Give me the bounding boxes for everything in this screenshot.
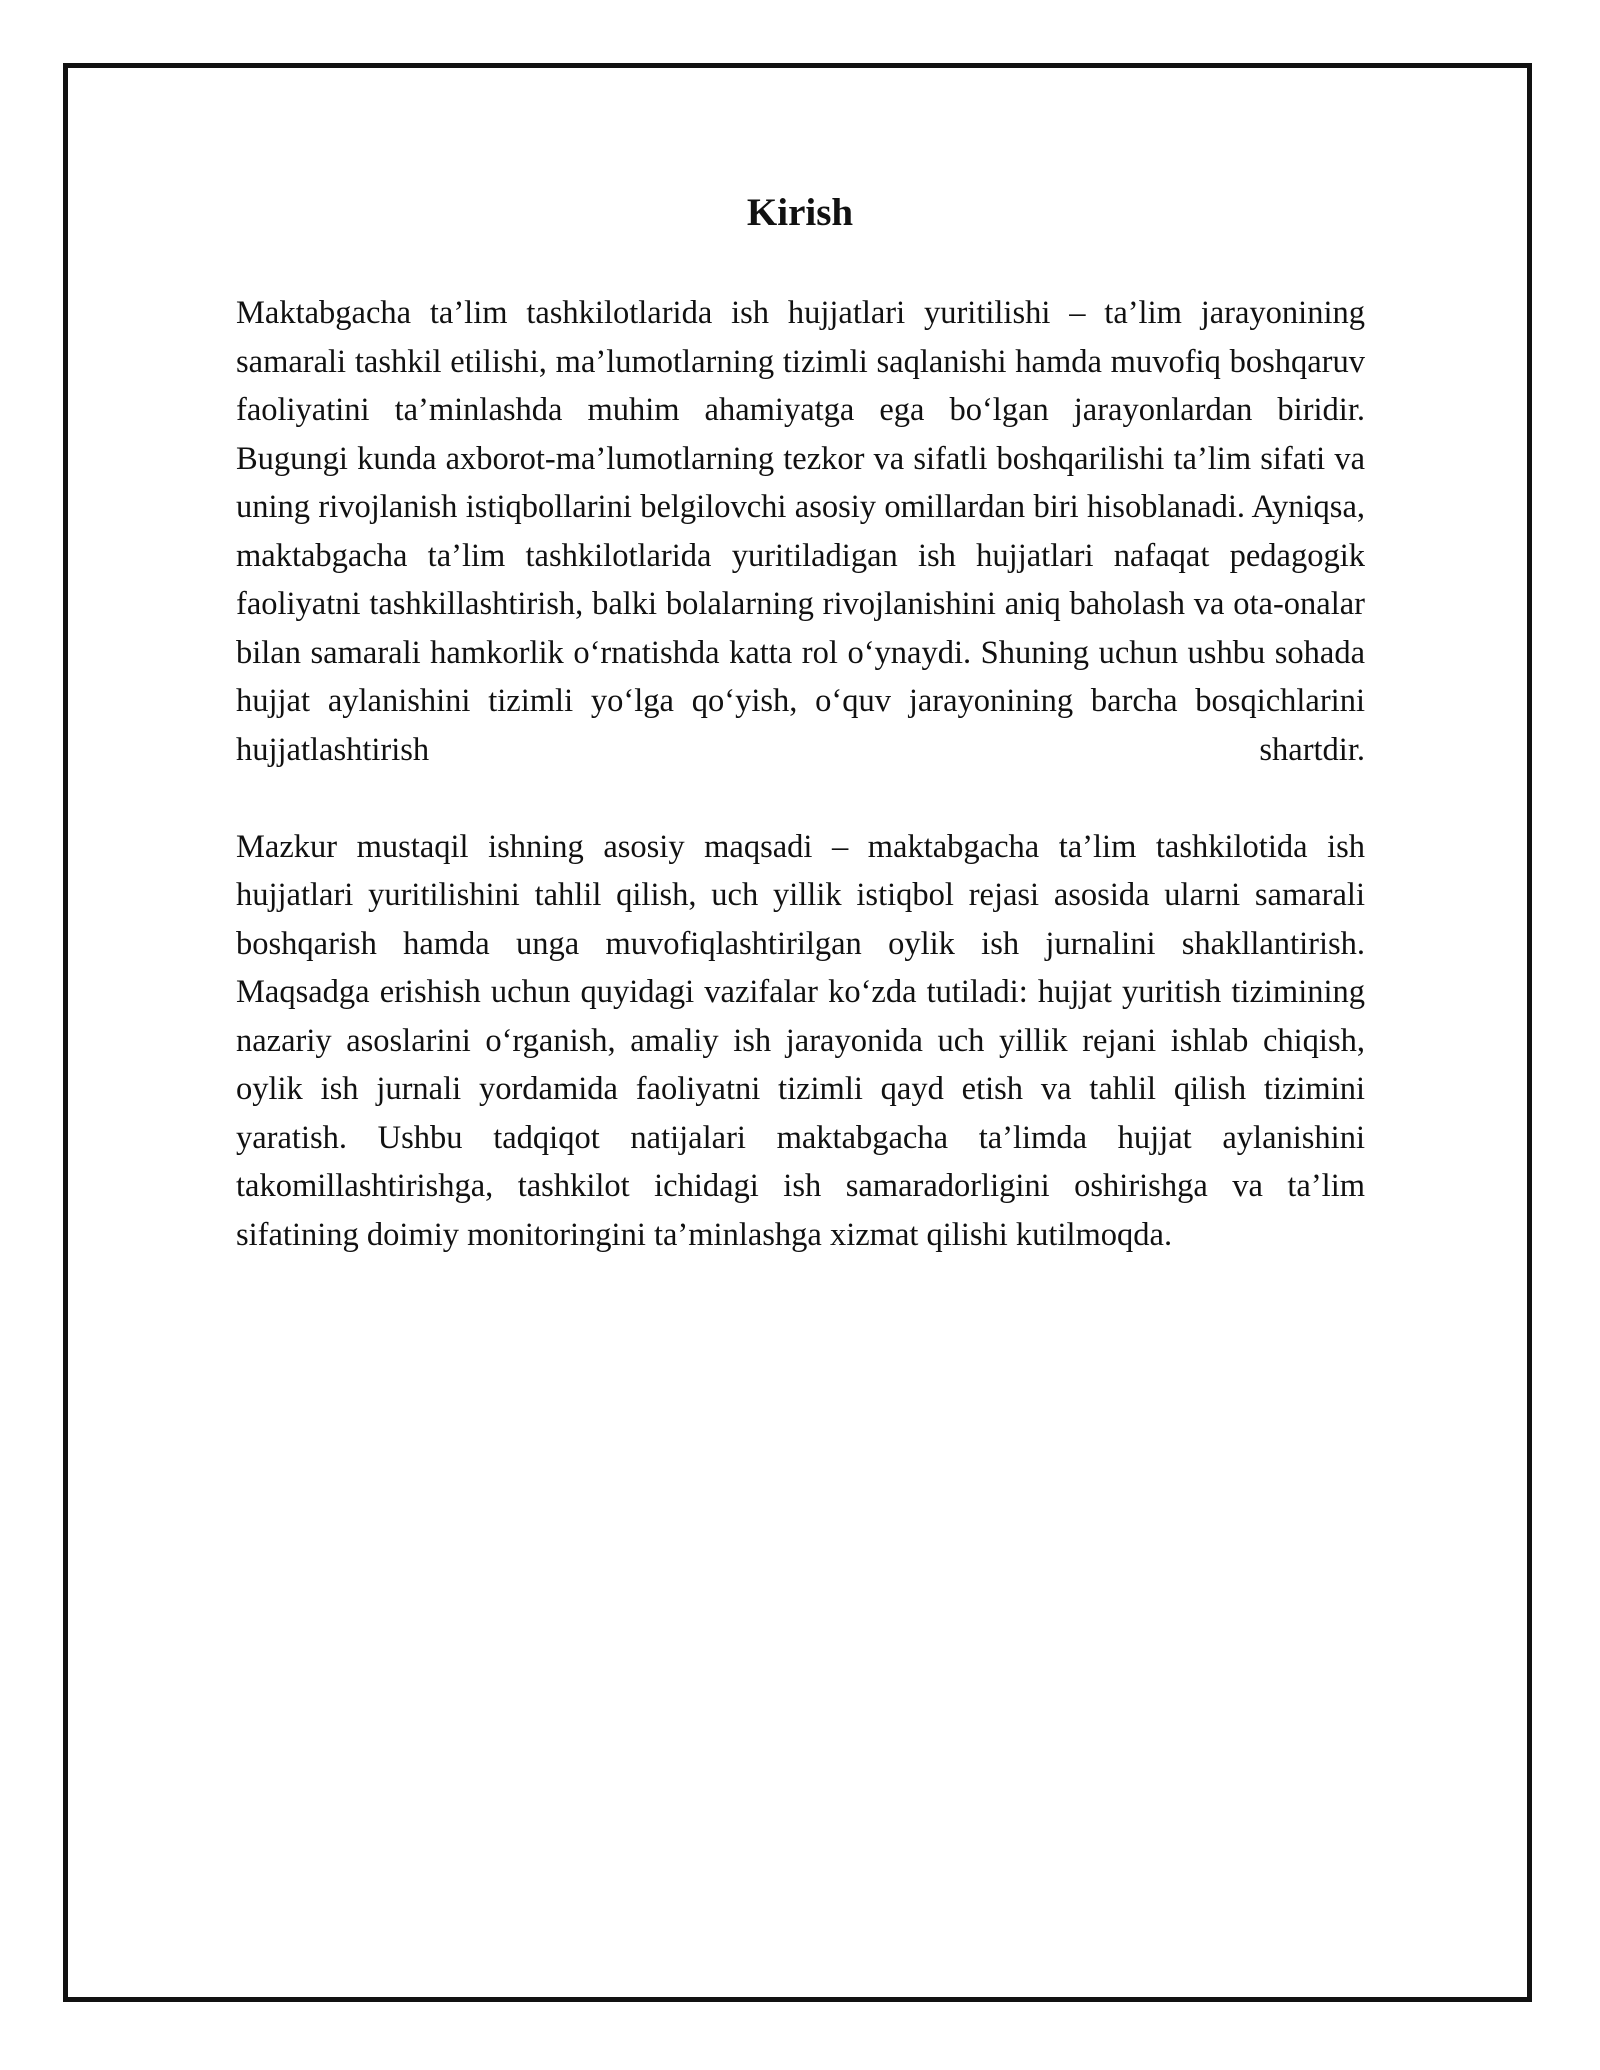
paragraph-introduction: Maktabgacha ta’lim tashkilotlarida ish hujjatlari yuritilishi – ta’lim jarayonining samarali tashkil etilishi, ma’lumotlarning tizimli saqlanishi hamda muvofiq boshqaruv faoliyatini ta’minlashda muhim ahamiyatga ega bo‘lgan jarayonlardan biridir. Bugungi kunda axborot-ma’lumotlarning tezkor va sifatli boshqarilishi ta’lim sifati va uning rivojlanish istiqbollarini belgilovchi asosiy omillardan biri hisoblanadi. Ayniqsa, maktabgacha ta’lim tashkilotlarida yuritiladigan ish hujjatlari nafaqat pedagogik faoliyatni tashkillashtirish, balki bolalarning rivojlanishini aniq baholash va ota-onalar bilan samarali hamkorlik o‘rnatishda katta rol o‘ynaydi. Shuning uchun ushbu sohada hujjat aylanishini tizimli yo‘lga qo‘yish, o‘quv jarayonining barcha bosqichlarini hujjatlashtirish shartdir. xyxy=(236,295,1365,768)
page-title: Kirish xyxy=(746,191,854,234)
paragraph-objectives: Mazkur mustaqil ishning asosiy maqsadi – maktabgacha ta’lim tashkilotida ish hujjatlari yuritilishini tahlil qilish, uch yillik istiqbol rejasi asosida ularni samarali boshqarish hamda unga muvofiqlashtirilgan oylik ish jurnalini shakllantirish. Maqsadga erishish uchun quyidagi vazifalar ko‘zda tutiladi: hujjat yuritish tizimining nazariy asoslarini o‘rganish, amaliy ish jarayonida uch yillik rejani ishlab chiqish, oylik ish jurnali yordamida faoliyatni tizimli qayd etish va tahlil qilish tizimini yaratish. Ushbu tadqiqot natijalari maktabgacha ta’limda hujjat aylanishini takomillashtirishga, tashkilot ichidagi ish samaradorligini oshirishga va ta’lim sifatining doimiy monitoringini ta’minlashga xizmat qilishi kutilmoqda. xyxy=(236,828,1365,1253)
document-body xyxy=(236,289,1365,1259)
